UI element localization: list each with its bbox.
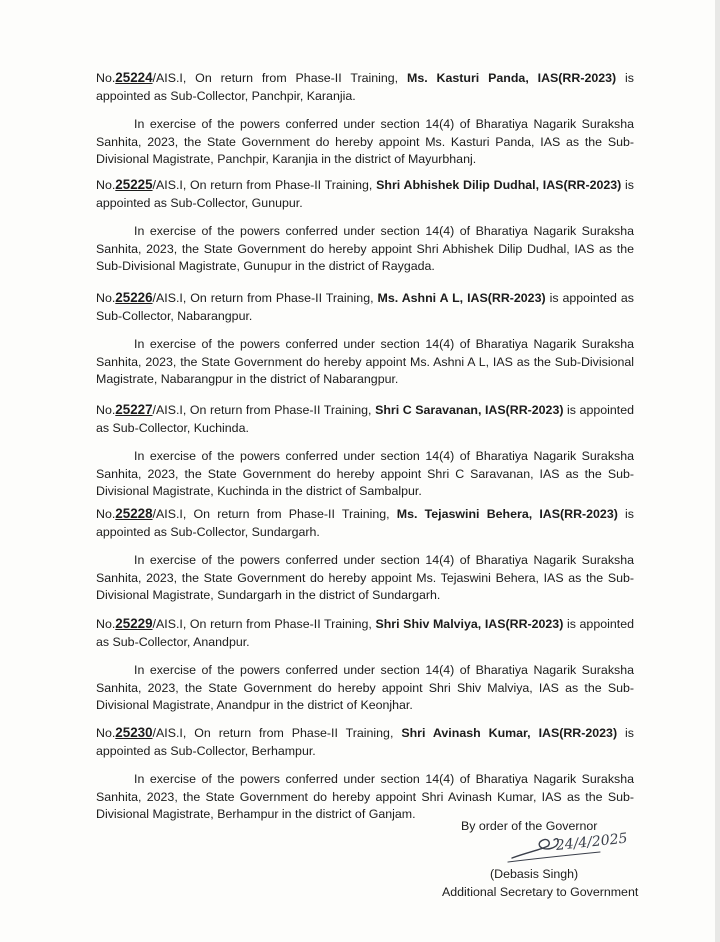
appointment-entry-25230 <box>96 724 634 824</box>
officer-name: Shri C Saravanan, IAS(RR-2023) <box>375 403 564 417</box>
appointment-notice: No.25228/AIS.I, On return from Phase-II Training, Ms. Tejaswini Behera, IAS(RR-2023) is appointed as Sub-Collector, Sundargarh. <box>96 506 634 539</box>
order-number: 25227 <box>115 402 153 417</box>
magistrate-order: In exercise of the powers conferred under section 14(4) of Bharatiya Nagarik Suraksha Sanhita, 2023, the State Government do hereby appoint Shri Abhishek Dilip Dudhal, IAS as the Sub-Divisional Magistrate, Gunupur in the district of Raygada. <box>96 224 634 274</box>
handwritten-date: 24/4/2025 <box>555 830 629 854</box>
magistrate-order: In exercise of the powers conferred under section 14(4) of Bharatiya Nagarik Suraksha Sanhita, 2023, the State Government do hereby appoint Shri C Saravanan, IAS as the Sub-Divisional Magistrate, Kuchinda in the district of Sambalpur. <box>96 449 634 499</box>
appointment-notice: No.25226/AIS.I, On return from Phase-II Training, Ms. Ashni A L, IAS(RR-2023) is appointed as Sub-Collector, Nabarangpur. <box>96 290 635 323</box>
order-number: 25224 <box>115 70 153 85</box>
magistrate-order: In exercise of the powers conferred under section 14(4) of Bharatiya Nagarik Suraksha Sanhita, 2023, the State Government do hereby appoint Ms. Ashni A L, IAS as the Sub-Divisional Magistrate, Nabarangpur in the district of Nabarangpur. <box>96 337 634 387</box>
appointment-entry-25226 <box>96 289 634 389</box>
officer-name: Shri Shiv Malviya, IAS(RR-2023) <box>375 617 564 631</box>
officer-name: Ms. Kasturi Panda, IAS(RR-2023) <box>407 71 617 85</box>
order-number: 25229 <box>115 616 153 631</box>
appointment-entry-25227 <box>96 401 634 501</box>
appointment-notice: No.25224/AIS.I, On return from Phase-II Training, Ms. Kasturi Panda, IAS(RR-2023) is appointed as Sub-Collector, Panchpir, Karanjia. <box>96 70 634 103</box>
magistrate-order: In exercise of the powers conferred under section 14(4) of Bharatiya Nagarik Suraksha Sanhita, 2023, the State Government do hereby appoint Shri Shiv Malviya, IAS as the Sub-Divisional Magistrate, Anandpur in the district of Keonjhar. <box>96 663 634 713</box>
order-number: 25230 <box>115 725 153 740</box>
magistrate-order: In exercise of the powers conferred under section 14(4) of Bharatiya Nagarik Suraksha Sanhita, 2023, the State Government do hereby appoint Ms. Kasturi Panda, IAS as the Sub-Divisional Magistrate, Panchpir, Karanjia in the district of Mayurbhanj. <box>96 117 634 167</box>
officer-name: Shri Avinash Kumar, IAS(RR-2023) <box>401 726 618 740</box>
officer-name: Ms. Tejaswini Behera, IAS(RR-2023) <box>396 507 618 521</box>
appointment-notice: No.25230/AIS.I, On return from Phase-II Training, Shri Avinash Kumar, IAS(RR-2023) is appointed as Sub-Collector, Berhampur. <box>96 725 634 758</box>
signature-stroke <box>512 839 558 858</box>
appointment-notice: No.25229/AIS.I, On return from Phase-II Training, Shri Shiv Malviya, IAS(RR-2023) is appointed as Sub-Collector, Anandpur. <box>96 616 634 649</box>
appointment-notice: No.25225/AIS.I, On return from Phase-II Training, Shri Abhishek Dilip Dudhal, IAS(RR-2023) is appointed as Sub-Collector, Gunupur. <box>96 177 634 210</box>
signatory-name: (Debasis Singh) <box>490 867 579 881</box>
magistrate-order: In exercise of the powers conferred under section 14(4) of Bharatiya Nagarik Suraksha Sanhita, 2023, the State Government do hereby appoint Ms. Tejaswini Behera, IAS as the Sub-Divisional Magistrate, Sundargarh in the district of Sundargarh. <box>96 553 634 603</box>
by-order-line: By order of the Governor <box>461 819 598 833</box>
officer-name: Ms. Ashni A L, IAS(RR-2023) <box>377 291 546 305</box>
order-number: 25225 <box>115 177 153 192</box>
appointment-entry-25225 <box>96 176 634 276</box>
order-number: 25228 <box>115 506 153 521</box>
signatory-designation: Additional Secretary to Government <box>442 885 639 899</box>
magistrate-order: In exercise of the powers conferred under section 14(4) of Bharatiya Nagarik Suraksha Sanhita, 2023, the State Government do hereby appoint Shri Avinash Kumar, IAS as the Sub-Divisional Magistrate, Berhampur in the district of Ganjam. <box>96 772 634 822</box>
appointment-entry-25229 <box>96 615 634 715</box>
appointment-entry-25224 <box>96 69 634 169</box>
scan-edge <box>715 0 720 942</box>
officer-name: Shri Abhishek Dilip Dudhal, IAS(RR-2023) <box>376 178 622 192</box>
appointment-notice: No.25227/AIS.I, On return from Phase-II Training, Shri C Saravanan, IAS(RR-2023) is appointed as Sub-Collector, Kuchinda. <box>96 402 634 435</box>
order-number: 25226 <box>115 290 153 305</box>
signature-underline <box>508 852 600 862</box>
appointment-entry-25228 <box>96 505 634 605</box>
